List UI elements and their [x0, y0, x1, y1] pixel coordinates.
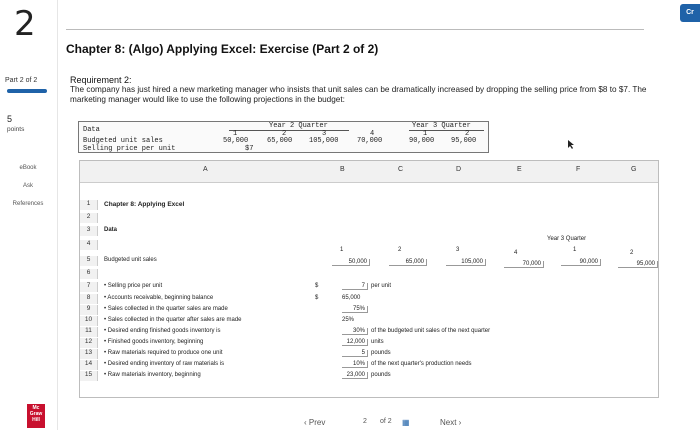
budget-cell[interactable]: 65,000: [389, 259, 427, 266]
column-header-g[interactable]: G: [631, 166, 637, 173]
prev-button[interactable]: ‹ Prev: [304, 418, 326, 427]
selling-label: Selling price per unit: [83, 145, 176, 153]
top-right-tab[interactable]: Cr: [680, 4, 700, 22]
input-label-cell[interactable]: • Selling price per unit: [104, 283, 163, 289]
q-num: 3: [322, 130, 327, 138]
next-button[interactable]: Next ›: [440, 418, 462, 427]
column-header-bar: [80, 161, 659, 183]
column-header-d[interactable]: D: [456, 166, 462, 173]
row-header: 13: [80, 349, 98, 359]
ask-link[interactable]: Ask: [22, 183, 33, 189]
value-cell[interactable]: 30%: [342, 328, 368, 335]
column-header-f[interactable]: F: [576, 166, 581, 173]
references-link[interactable]: References: [12, 201, 44, 207]
page-title: Chapter 8: (Algo) Applying Excel: Exercise (Part 2 of 2): [66, 42, 379, 56]
input-label-cell[interactable]: • Accounts receivable, beginning balance: [104, 295, 214, 301]
publisher-logo: Mc Graw Hill: [27, 404, 45, 428]
budget-value: 95,000: [451, 137, 477, 145]
input-label-cell[interactable]: • Finished goods inventory, beginning: [104, 339, 204, 345]
quarter-num-cell[interactable]: 2: [398, 247, 402, 253]
value-cell[interactable]: 25%: [342, 317, 355, 323]
selling-value: $7: [245, 145, 254, 153]
q-num: 1: [423, 130, 428, 138]
value-cell[interactable]: 12,000: [342, 339, 368, 346]
row-header: 11: [80, 327, 98, 337]
budget-value: 50,000: [223, 137, 249, 145]
row-header: 10: [80, 316, 98, 326]
budget-value: 65,000: [267, 137, 293, 145]
unit-cell: of the next quarter's production needs: [371, 361, 472, 367]
row-header: 14: [80, 360, 98, 370]
value-cell[interactable]: 65,000: [342, 295, 361, 301]
q-num: 4: [370, 130, 375, 138]
requirement-title: Requirement 2:: [70, 75, 132, 85]
quarter-num-cell[interactable]: 2: [630, 250, 634, 256]
budget-cell[interactable]: 105,000: [446, 259, 486, 266]
budgeted-label: Budgeted unit sales: [83, 137, 163, 145]
row-header: 4: [80, 240, 98, 250]
unit-cell: of the budgeted unit sales of the next quarter: [371, 328, 491, 334]
next-label: Next: [440, 418, 457, 427]
budget-value: 70,000: [357, 137, 383, 145]
value-cell[interactable]: 5: [342, 350, 368, 357]
unit-cell: per unit: [371, 283, 392, 289]
quarter-num-cell[interactable]: 1: [340, 247, 344, 253]
dollar-sign: $: [315, 295, 319, 301]
input-label-cell[interactable]: • Raw materials required to produce one unit: [104, 350, 223, 356]
value-cell[interactable]: 7: [342, 283, 368, 290]
page-of: of 2: [380, 418, 392, 425]
column-header-b[interactable]: B: [340, 166, 345, 173]
part-progress-bar: [7, 89, 47, 93]
input-label-cell[interactable]: • Desired ending finished goods inventory is: [104, 328, 221, 334]
points-label: points: [7, 126, 25, 133]
column-header-a[interactable]: A: [203, 166, 208, 173]
input-label-cell[interactable]: • Desired ending inventory of raw materials is: [104, 361, 225, 367]
budget-cell[interactable]: 70,000: [504, 261, 544, 268]
year3-header: Year 3 Quarter: [412, 122, 471, 130]
question-number: 2: [14, 4, 36, 44]
value-cell[interactable]: 10%: [342, 361, 368, 368]
budget-value: 105,000: [309, 137, 339, 145]
row-header: 12: [80, 338, 98, 348]
row-header: 7: [80, 282, 98, 292]
unit-cell: units: [371, 339, 384, 345]
value-cell[interactable]: 75%: [342, 306, 368, 313]
row-header: 1: [80, 200, 98, 210]
budget-cell[interactable]: 95,000: [618, 261, 658, 268]
row-header: 6: [80, 269, 98, 279]
data-label: Data: [83, 126, 100, 134]
year3-quarter-cell[interactable]: Year 3 Quarter: [547, 236, 587, 242]
row-header: 2: [80, 213, 98, 223]
page-current[interactable]: 2: [363, 418, 367, 425]
left-rail: [0, 0, 58, 430]
unit-cell: pounds: [371, 350, 391, 356]
budgeted-label-cell[interactable]: Budgeted unit sales: [104, 257, 157, 263]
quarter-num-cell[interactable]: 1: [573, 247, 577, 253]
points-value: 5: [7, 114, 13, 124]
column-header-e[interactable]: E: [517, 166, 522, 173]
grid-icon[interactable]: ▦: [402, 418, 410, 427]
budget-cell[interactable]: 90,000: [561, 259, 601, 266]
ebook-link[interactable]: eBook: [19, 165, 37, 171]
column-header-c[interactable]: C: [398, 166, 404, 173]
input-label-cell[interactable]: • Sales collected in the quarter sales are made: [104, 306, 228, 312]
part-indicator: Part 2 of 2: [5, 77, 38, 84]
requirement-text: The company has just hired a new marketing manager who insists that unit sales can be dramatically increased by dropping the selling price from $8 to $7. The marketing manager would like to use the following projections in the budget:: [70, 85, 647, 104]
q-num: 1: [233, 130, 238, 138]
row-header: 8: [80, 294, 98, 304]
q-num: 2: [465, 130, 470, 138]
quarter-num-cell[interactable]: 3: [456, 247, 460, 253]
bottom-nav: [290, 416, 520, 430]
value-cell[interactable]: 23,000: [342, 372, 368, 379]
input-label-cell[interactable]: • Raw materials inventory, beginning: [104, 372, 201, 378]
header-divider: [66, 29, 644, 30]
unit-cell: pounds: [371, 372, 391, 378]
year2-header: Year 2 Quarter: [269, 122, 328, 130]
q-num: 2: [282, 130, 287, 138]
quarter-num-cell[interactable]: 4: [514, 250, 518, 256]
sheet-title-cell[interactable]: Chapter 8: Applying Excel: [104, 201, 185, 208]
budget-value: 90,000: [409, 137, 435, 145]
prev-label: Prev: [308, 418, 326, 427]
projection-data-box: [78, 121, 489, 153]
row-header: 15: [80, 371, 98, 381]
input-label-cell[interactable]: • Sales collected in the quarter after sales are made: [104, 317, 242, 323]
budget-cell[interactable]: 50,000: [332, 259, 370, 266]
data-cell[interactable]: Data: [104, 227, 118, 233]
row-header: 9: [80, 305, 98, 315]
cursor-icon: [567, 139, 576, 150]
spreadsheet: [79, 160, 659, 398]
dollar-sign: $: [315, 283, 319, 289]
row-header: 5: [80, 256, 98, 266]
row-header: 3: [80, 226, 98, 236]
year2-underline: [229, 130, 349, 131]
year3-underline: [409, 130, 484, 131]
